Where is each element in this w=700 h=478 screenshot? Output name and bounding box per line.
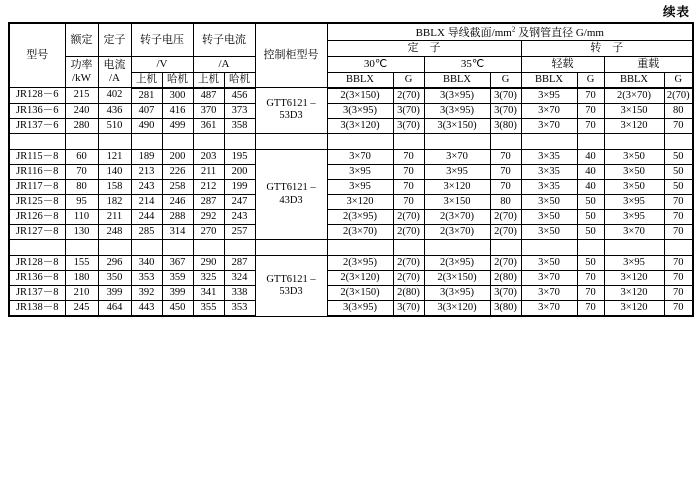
- header-row-3: [9, 56, 693, 72]
- cell-rotor-voltage-haji: 246: [162, 195, 193, 210]
- cell-stator35-bblx: 2(3×95): [424, 256, 490, 271]
- table-row: [9, 271, 693, 286]
- cell-rotor-current-haji: 257: [224, 225, 255, 240]
- header-rotorlight-g: G: [577, 72, 604, 88]
- cell-stator-current: 211: [98, 210, 131, 225]
- cell-rotorheavy-g: 2(70): [664, 88, 693, 104]
- cell-stator-current: 510: [98, 118, 131, 133]
- header-rated-power-text2: 功率: [70, 59, 93, 72]
- cell-rotorlight-bblx: 3×70: [521, 286, 577, 301]
- spacer-cell: [424, 240, 490, 256]
- table-row: [9, 103, 693, 118]
- cell-rotor-voltage-shangji: 340: [131, 256, 162, 271]
- cell-stator35-bblx: 3(3×95): [424, 286, 490, 301]
- cell-rotor-current-shangji: 203: [193, 149, 224, 164]
- cell-rotorheavy-bblx: 3×50: [604, 179, 664, 194]
- spacer-cell: [65, 240, 98, 256]
- cell-rotor-current-shangji: 341: [193, 286, 224, 301]
- cabinet-line2: 53D3: [279, 110, 303, 122]
- cell-rotorlight-g: 70: [577, 286, 604, 301]
- cell-stator35-g: 3(80): [490, 301, 521, 317]
- cell-power: 60: [65, 149, 98, 164]
- header-model: 型号: [9, 23, 65, 88]
- cell-rotorlight-bblx: 3×70: [521, 301, 577, 317]
- cell-stator35-g: 3(80): [490, 118, 521, 133]
- spacer-cell: [162, 133, 193, 149]
- header-rotorheavy-g: G: [664, 72, 693, 88]
- header-rotorlight-bblx: BBLX: [521, 72, 577, 88]
- cell-power: 155: [65, 256, 98, 271]
- cell-rotorlight-bblx: 3×35: [521, 179, 577, 194]
- cell-stator30-g: 2(70): [393, 210, 424, 225]
- cell-rotorlight-bblx: 3×70: [521, 103, 577, 118]
- header-bblx-group: [327, 23, 693, 41]
- cell-stator30-g: 70: [393, 149, 424, 164]
- cell-rotorheavy-bblx: 3×120: [604, 118, 664, 133]
- cell-model: JR137－6: [9, 118, 65, 133]
- cabinet-line1: GTT6121 –: [266, 98, 316, 110]
- cell-rotor-voltage-shangji: 243: [131, 179, 162, 194]
- cell-stator35-bblx: 3(3×95): [424, 103, 490, 118]
- cell-power: 130: [65, 225, 98, 240]
- cabinet-line1: GTT6121 –: [266, 274, 316, 286]
- cell-stator-current: 158: [98, 179, 131, 194]
- cell-rotor-current-shangji: 290: [193, 256, 224, 271]
- cell-rotor-voltage-shangji: 213: [131, 164, 162, 179]
- cell-stator35-g: 2(70): [490, 210, 521, 225]
- cell-rotor-current-haji: 358: [224, 118, 255, 133]
- cell-rotor-current-haji: 324: [224, 271, 255, 286]
- cell-stator-current: 182: [98, 195, 131, 210]
- cell-rotor-voltage-haji: 226: [162, 164, 193, 179]
- header-rotorheavy-bblx: BBLX: [604, 72, 664, 88]
- cell-rotorheavy-g: 70: [664, 256, 693, 271]
- table-row: [9, 210, 693, 225]
- cell-stator35-bblx: 3×70: [424, 149, 490, 164]
- header-stator30-g: G: [393, 72, 424, 88]
- table-row: [9, 225, 693, 240]
- header-stator30-bblx: BBLX: [327, 72, 393, 88]
- header-heavy-load: 重载: [604, 56, 693, 72]
- header-rotor-current: 转子电流: [193, 23, 255, 56]
- cell-stator30-g: 3(70): [393, 103, 424, 118]
- cell-power: 245: [65, 301, 98, 317]
- cell-stator30-bblx: 2(3×95): [327, 256, 393, 271]
- cell-rotor-current-shangji: 487: [193, 88, 224, 104]
- cell-model: JR136－6: [9, 103, 65, 118]
- table-row: [9, 179, 693, 194]
- cell-rotor-voltage-shangji: 407: [131, 103, 162, 118]
- cell-control-cabinet: [255, 88, 327, 134]
- cell-stator30-g: 2(70): [393, 225, 424, 240]
- cell-rotor-current-haji: 338: [224, 286, 255, 301]
- cell-rotor-current-haji: 353: [224, 301, 255, 317]
- cell-rotor-voltage-shangji: 353: [131, 271, 162, 286]
- cell-rotor-voltage-shangji: 392: [131, 286, 162, 301]
- spacer-cell: [193, 240, 224, 256]
- spacer-cell: [327, 133, 393, 149]
- header-rotor-voltage: 转子电压: [131, 23, 193, 56]
- cell-stator30-bblx: 3(3×95): [327, 103, 393, 118]
- cell-stator30-g: 70: [393, 179, 424, 194]
- table-header: [9, 23, 693, 88]
- group-spacer-row: [9, 240, 693, 256]
- header-rotor-voltage-unit: /V: [131, 56, 193, 72]
- table-row: [9, 286, 693, 301]
- cell-control-cabinet: [255, 256, 327, 317]
- cell-stator35-bblx: 2(3×70): [424, 210, 490, 225]
- specification-table: [8, 22, 694, 317]
- spacer-cell: [521, 133, 577, 149]
- header-rotor-voltage-haji: 哈机: [162, 72, 193, 88]
- cell-rotorlight-bblx: 3×50: [521, 210, 577, 225]
- cell-stator35-g: 80: [490, 195, 521, 210]
- cell-stator35-bblx: 2(3×70): [424, 225, 490, 240]
- cell-stator30-g: 2(70): [393, 256, 424, 271]
- cell-rotor-voltage-haji: 314: [162, 225, 193, 240]
- cell-model: JR128－6: [9, 88, 65, 104]
- cell-rotor-current-haji: 247: [224, 195, 255, 210]
- cell-rotorheavy-g: 70: [664, 210, 693, 225]
- header-stator-group: 定 子: [327, 41, 521, 57]
- cell-power: 80: [65, 179, 98, 194]
- cell-stator-current: 140: [98, 164, 131, 179]
- table-body: [9, 88, 693, 317]
- cell-rotor-current-haji: 287: [224, 256, 255, 271]
- cell-model: JR125－8: [9, 195, 65, 210]
- spacer-cell: [131, 240, 162, 256]
- cell-power: 240: [65, 103, 98, 118]
- cell-rotor-voltage-shangji: 214: [131, 195, 162, 210]
- cell-stator35-bblx: 3×150: [424, 195, 490, 210]
- table-row: [9, 88, 693, 104]
- cell-stator-current: 436: [98, 103, 131, 118]
- cell-stator35-g: 3(70): [490, 286, 521, 301]
- cell-rotorheavy-bblx: 3×50: [604, 164, 664, 179]
- cell-power: 210: [65, 286, 98, 301]
- cell-model: JR126－8: [9, 210, 65, 225]
- header-control-cabinet: 控制柜型号: [255, 23, 327, 88]
- cabinet-line1: GTT6121 –: [266, 182, 316, 194]
- cell-power: 110: [65, 210, 98, 225]
- spacer-cell: [9, 240, 65, 256]
- cell-stator30-g: 70: [393, 195, 424, 210]
- cell-stator-current: 350: [98, 271, 131, 286]
- cell-rotor-current-shangji: 370: [193, 103, 224, 118]
- cell-rotorheavy-bblx: 3×120: [604, 286, 664, 301]
- cell-rotor-voltage-shangji: 244: [131, 210, 162, 225]
- cell-rotor-current-shangji: 211: [193, 164, 224, 179]
- cell-rotor-current-haji: 200: [224, 164, 255, 179]
- cell-model: JR137－8: [9, 286, 65, 301]
- spacer-cell: [327, 240, 393, 256]
- cell-rotor-current-shangji: 212: [193, 179, 224, 194]
- cell-rotorlight-g: 70: [577, 301, 604, 317]
- cell-stator30-bblx: 2(3×95): [327, 210, 393, 225]
- cell-rotor-current-haji: 195: [224, 149, 255, 164]
- cell-stator-current: 248: [98, 225, 131, 240]
- spacer-cell: [98, 240, 131, 256]
- spacer-cell: [255, 133, 327, 149]
- continuation-label: 续表: [662, 5, 690, 19]
- header-temp-30: 30℃: [327, 56, 424, 72]
- cell-stator30-g: 3(70): [393, 118, 424, 133]
- cell-rotor-voltage-haji: 416: [162, 103, 193, 118]
- cell-rotorheavy-bblx: 3×120: [604, 301, 664, 317]
- cell-rotorheavy-g: 70: [664, 225, 693, 240]
- cell-rotorlight-bblx: 3×70: [521, 118, 577, 133]
- cell-stator35-bblx: 3×95: [424, 164, 490, 179]
- table-row: [9, 301, 693, 317]
- header-stator-current-line2: [98, 56, 131, 87]
- cell-power: 180: [65, 271, 98, 286]
- cell-stator-current: 399: [98, 286, 131, 301]
- cell-rotorlight-bblx: 3×70: [521, 271, 577, 286]
- cell-rotor-voltage-haji: 450: [162, 301, 193, 317]
- cell-rotorheavy-g: 70: [664, 301, 693, 317]
- cell-rotorheavy-bblx: 3×95: [604, 256, 664, 271]
- cell-model: JR116－8: [9, 164, 65, 179]
- cell-stator35-g: 2(70): [490, 225, 521, 240]
- cell-power: 280: [65, 118, 98, 133]
- cell-rotor-current-shangji: 361: [193, 118, 224, 133]
- cell-rotor-current-shangji: 270: [193, 225, 224, 240]
- header-rated-power-line1: 额定: [65, 23, 98, 56]
- header-rotor-group: 转 子: [521, 41, 693, 57]
- cell-rotorheavy-bblx: 3×150: [604, 103, 664, 118]
- table-row: [9, 118, 693, 133]
- cell-rotorlight-g: 70: [577, 118, 604, 133]
- cell-rotor-current-shangji: 355: [193, 301, 224, 317]
- cell-stator30-g: 70: [393, 164, 424, 179]
- cell-stator30-bblx: 2(3×150): [327, 88, 393, 104]
- spacer-cell: [393, 133, 424, 149]
- cell-rotor-current-haji: 243: [224, 210, 255, 225]
- cell-rotorlight-g: 40: [577, 164, 604, 179]
- cell-rotorlight-g: 70: [577, 88, 604, 104]
- cell-rotorlight-bblx: 3×50: [521, 195, 577, 210]
- cell-stator30-bblx: 2(3×70): [327, 225, 393, 240]
- cell-rotor-voltage-haji: 399: [162, 286, 193, 301]
- cell-model: JR117－8: [9, 179, 65, 194]
- cell-rotorlight-g: 50: [577, 225, 604, 240]
- spacer-cell: [224, 133, 255, 149]
- cell-model: JR136－8: [9, 271, 65, 286]
- cell-rotor-voltage-shangji: 281: [131, 88, 162, 104]
- header-rotor-current-shangji: 上机: [193, 72, 224, 88]
- header-rotor-voltage-shangji: 上机: [131, 72, 162, 88]
- cell-rotor-voltage-shangji: 285: [131, 225, 162, 240]
- cell-power: 95: [65, 195, 98, 210]
- cell-rotor-voltage-haji: 367: [162, 256, 193, 271]
- cell-rotorheavy-g: 70: [664, 271, 693, 286]
- cell-rotor-current-haji: 456: [224, 88, 255, 104]
- cell-rotorheavy-g: 50: [664, 179, 693, 194]
- header-row-1: [9, 23, 693, 41]
- cell-rotorheavy-g: 70: [664, 286, 693, 301]
- header-stator-current-text2: 电流: [103, 59, 126, 72]
- cell-rotorheavy-bblx: 2(3×70): [604, 88, 664, 104]
- cell-rotorlight-bblx: 3×95: [521, 88, 577, 104]
- spacer-cell: [193, 133, 224, 149]
- cell-rotorheavy-g: 80: [664, 103, 693, 118]
- spacer-cell: [424, 133, 490, 149]
- header-rated-power-text3: /kW: [72, 72, 91, 85]
- header-rotor-current-unit: /A: [193, 56, 255, 72]
- cell-rotorlight-g: 40: [577, 179, 604, 194]
- group-spacer-row: [9, 133, 693, 149]
- cabinet-line2: 43D3: [279, 194, 303, 206]
- cell-rotor-voltage-haji: 359: [162, 271, 193, 286]
- cell-stator-current: 121: [98, 149, 131, 164]
- cabinet-line2: 53D3: [279, 286, 303, 298]
- cell-stator35-g: 2(80): [490, 271, 521, 286]
- cell-rotor-current-shangji: 287: [193, 195, 224, 210]
- cell-rotorlight-g: 50: [577, 256, 604, 271]
- cell-stator35-g: 3(70): [490, 88, 521, 104]
- table-row: [9, 195, 693, 210]
- spacer-cell: [98, 133, 131, 149]
- cell-rotorlight-g: 70: [577, 271, 604, 286]
- cell-stator-current: 402: [98, 88, 131, 104]
- cell-stator35-g: 2(70): [490, 256, 521, 271]
- spacer-cell: [162, 240, 193, 256]
- cell-rotorheavy-g: 70: [664, 195, 693, 210]
- cell-model: JR128－8: [9, 256, 65, 271]
- cell-stator30-bblx: 3×95: [327, 179, 393, 194]
- cell-rotor-voltage-haji: 258: [162, 179, 193, 194]
- cell-stator30-bblx: 2(3×150): [327, 286, 393, 301]
- spacer-cell: [224, 240, 255, 256]
- cell-model: JR127－8: [9, 225, 65, 240]
- spacer-cell: [577, 240, 604, 256]
- cell-rotorheavy-bblx: 3×50: [604, 149, 664, 164]
- spacer-cell: [664, 240, 693, 256]
- cell-rotorheavy-bblx: 3×95: [604, 195, 664, 210]
- spacer-cell: [490, 133, 521, 149]
- cell-rotor-current-haji: 199: [224, 179, 255, 194]
- cell-stator30-bblx: 3(3×95): [327, 301, 393, 317]
- cell-stator35-g: 3(70): [490, 103, 521, 118]
- header-stator-current-text3: /A: [109, 72, 120, 85]
- cell-stator35-bblx: 3(3×150): [424, 118, 490, 133]
- cell-rotorlight-g: 40: [577, 149, 604, 164]
- spacer-cell: [65, 133, 98, 149]
- spacer-cell: [9, 133, 65, 149]
- header-temp-35: 35℃: [424, 56, 521, 72]
- spacer-cell: [131, 133, 162, 149]
- cell-rotorheavy-bblx: 3×120: [604, 271, 664, 286]
- cell-stator30-bblx: 3×95: [327, 164, 393, 179]
- header-stator35-bblx: BBLX: [424, 72, 490, 88]
- cell-rotorlight-bblx: 3×35: [521, 164, 577, 179]
- cell-rotorlight-bblx: 3×50: [521, 225, 577, 240]
- cell-stator35-g: 70: [490, 149, 521, 164]
- cell-rotor-voltage-haji: 300: [162, 88, 193, 104]
- table-row: [9, 149, 693, 164]
- spacer-cell: [521, 240, 577, 256]
- cell-rotor-current-shangji: 292: [193, 210, 224, 225]
- cell-rotorlight-g: 70: [577, 103, 604, 118]
- cell-rotorheavy-g: 50: [664, 164, 693, 179]
- cell-rotor-voltage-shangji: 443: [131, 301, 162, 317]
- header-light-load: 轻载: [521, 56, 604, 72]
- spacer-cell: [577, 133, 604, 149]
- cell-rotor-voltage-haji: 288: [162, 210, 193, 225]
- spacer-cell: [604, 133, 664, 149]
- spacer-cell: [664, 133, 693, 149]
- cell-rotorlight-bblx: 3×50: [521, 256, 577, 271]
- table-row: [9, 256, 693, 271]
- cell-rotorheavy-g: 50: [664, 149, 693, 164]
- header-rotor-current-haji: 哈机: [224, 72, 255, 88]
- cell-stator35-bblx: 3(3×95): [424, 88, 490, 104]
- header-rated-power-line2: [65, 56, 98, 87]
- cell-stator-current: 464: [98, 301, 131, 317]
- cell-stator35-g: 70: [490, 179, 521, 194]
- cell-rotorlight-g: 50: [577, 210, 604, 225]
- cell-control-cabinet: [255, 149, 327, 239]
- cell-rotor-current-haji: 373: [224, 103, 255, 118]
- header-stator-current-line1: 定子: [98, 23, 131, 56]
- spacer-cell: [490, 240, 521, 256]
- cell-rotor-voltage-haji: 200: [162, 149, 193, 164]
- cell-rotorheavy-bblx: 3×70: [604, 225, 664, 240]
- spacer-cell: [255, 240, 327, 256]
- header-bblx-group-text: BBLX 导线截面$/mm^2$ 及钢管直径 G/mm: [415, 25, 604, 39]
- cell-rotor-voltage-shangji: 189: [131, 149, 162, 164]
- spacer-cell: [393, 240, 424, 256]
- cell-stator30-bblx: 3×70: [327, 149, 393, 164]
- cell-stator35-g: 70: [490, 164, 521, 179]
- cell-model: JR115－8: [9, 149, 65, 164]
- cell-rotorlight-bblx: 3×35: [521, 149, 577, 164]
- cell-stator30-bblx: 3×120: [327, 195, 393, 210]
- cell-stator-current: 296: [98, 256, 131, 271]
- cell-stator30-bblx: 2(3×120): [327, 271, 393, 286]
- cell-power: 70: [65, 164, 98, 179]
- cell-rotorheavy-g: 70: [664, 118, 693, 133]
- cell-rotor-voltage-shangji: 490: [131, 118, 162, 133]
- spacer-cell: [604, 240, 664, 256]
- cell-stator35-bblx: 3×120: [424, 179, 490, 194]
- table-row: [9, 164, 693, 179]
- cell-rotor-current-shangji: 325: [193, 271, 224, 286]
- cell-stator30-g: 2(80): [393, 286, 424, 301]
- cell-power: 215: [65, 88, 98, 104]
- cell-stator35-bblx: 3(3×120): [424, 301, 490, 317]
- cell-stator35-bblx: 2(3×150): [424, 271, 490, 286]
- cell-stator30-g: 2(70): [393, 271, 424, 286]
- cell-stator30-bblx: 3(3×120): [327, 118, 393, 133]
- cell-rotorheavy-bblx: 3×95: [604, 210, 664, 225]
- cell-rotor-voltage-haji: 499: [162, 118, 193, 133]
- cell-stator30-g: 2(70): [393, 88, 424, 104]
- cell-model: JR138－8: [9, 301, 65, 317]
- header-stator35-g: G: [490, 72, 521, 88]
- cell-stator30-g: 3(70): [393, 301, 424, 317]
- cell-rotorlight-g: 50: [577, 195, 604, 210]
